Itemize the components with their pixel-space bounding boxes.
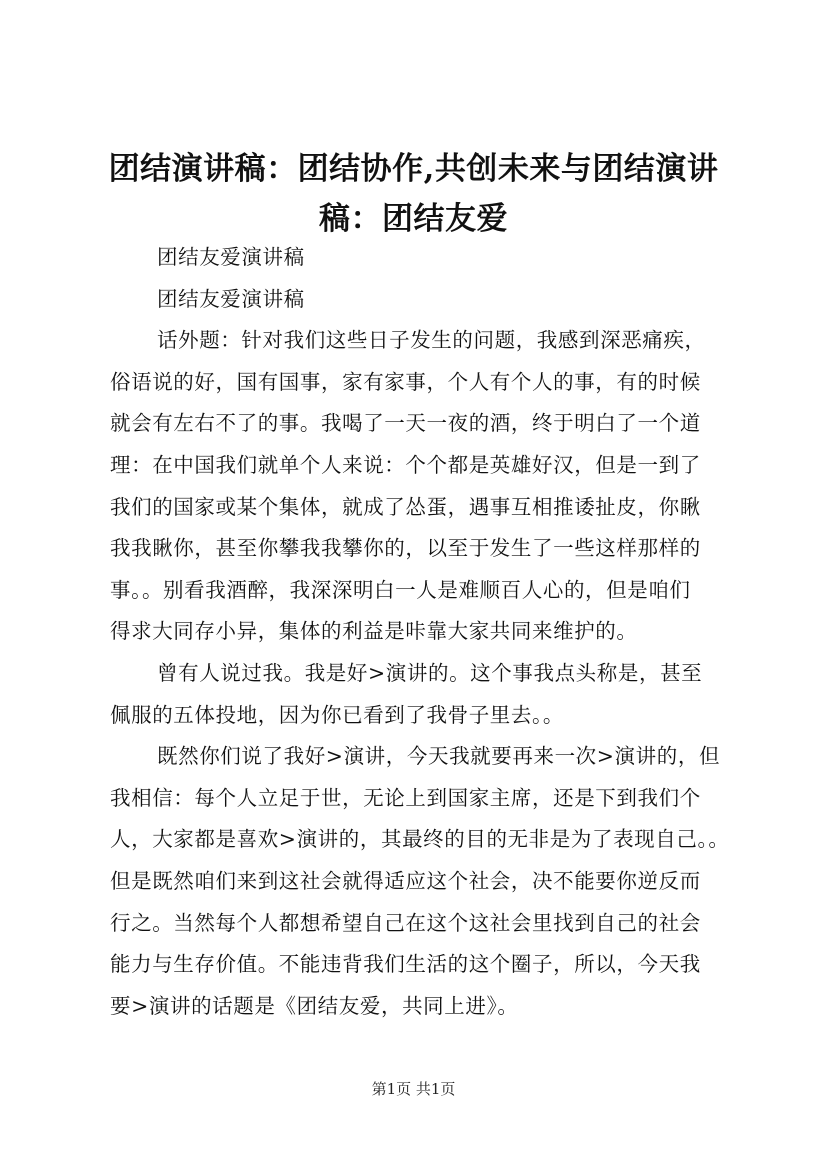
body-line: 理：在中国我们就单个人来说：个个都是英雄好汉，但是一到了 [110,452,701,477]
page-footer: 第1页 共1页 [371,1080,456,1098]
body-line: 人，大家都是喜欢>演讲的，其最终的目的无非是为了表现自己。。 [110,827,730,852]
title-line-1: 团结演讲稿：团结协作,共创未来与团结演讲 [108,151,719,187]
body-line: 我相信：每个人立足于世，无论上到国家主席，还是下到我们个 [110,785,701,810]
body-line: 既然你们说了我好>演讲，今天我就要再来一次>演讲的，但 [157,744,721,769]
body-line: 佩服的五体投地，因为你已看到了我骨子里去。。 [110,702,564,727]
body-line: 能力与生存价值。不能违背我们生活的这个圈子，所以，今天我 [110,952,701,977]
body-line: 我们的国家或某个集体，就成了怂蛋，遇事互相推诿扯皮，你瞅 [110,494,701,519]
body-line: 得求大同存小异，集体的利益是咔靠大家共同来维护的。 [110,619,638,644]
body-line: 团结友爱演讲稿 [157,245,305,269]
body-line: 俗语说的好，国有国事，家有家事，个人有个人的事，有的时候 [110,369,701,394]
body-line: 话外题：针对我们这些日子发生的问题，我感到深恶痛疾， [157,328,706,353]
document-body [110,237,730,1027]
body-line: 我我瞅你，甚至你攀我我攀你的，以至于发生了一些这样那样的 [110,536,701,561]
document-title [100,144,727,244]
body-line: 曾有人说过我。我是好>演讲的。这个事我点头称是，甚至 [157,660,703,685]
body-line: 事。。别看我酒醉，我深深明白一人是难顺百人心的，但是咱们 [110,577,691,602]
body-line: 但是既然咱们来到这社会就得适应这个社会，决不能要你逆反而 [110,868,701,893]
body-line: 要>演讲的话题是《团结友爱，共同上进》。 [110,993,519,1018]
body-line: 就会有左右不了的事。我喝了一天一夜的酒，终于明白了一个道 [110,411,701,436]
title-line-2: 稿：团结友爱 [319,201,508,237]
body-line: 行之。当然每个人都想希望自己在这个这社会里找到自己的社会 [110,910,701,935]
body-line: 团结友爱演讲稿 [157,286,305,311]
